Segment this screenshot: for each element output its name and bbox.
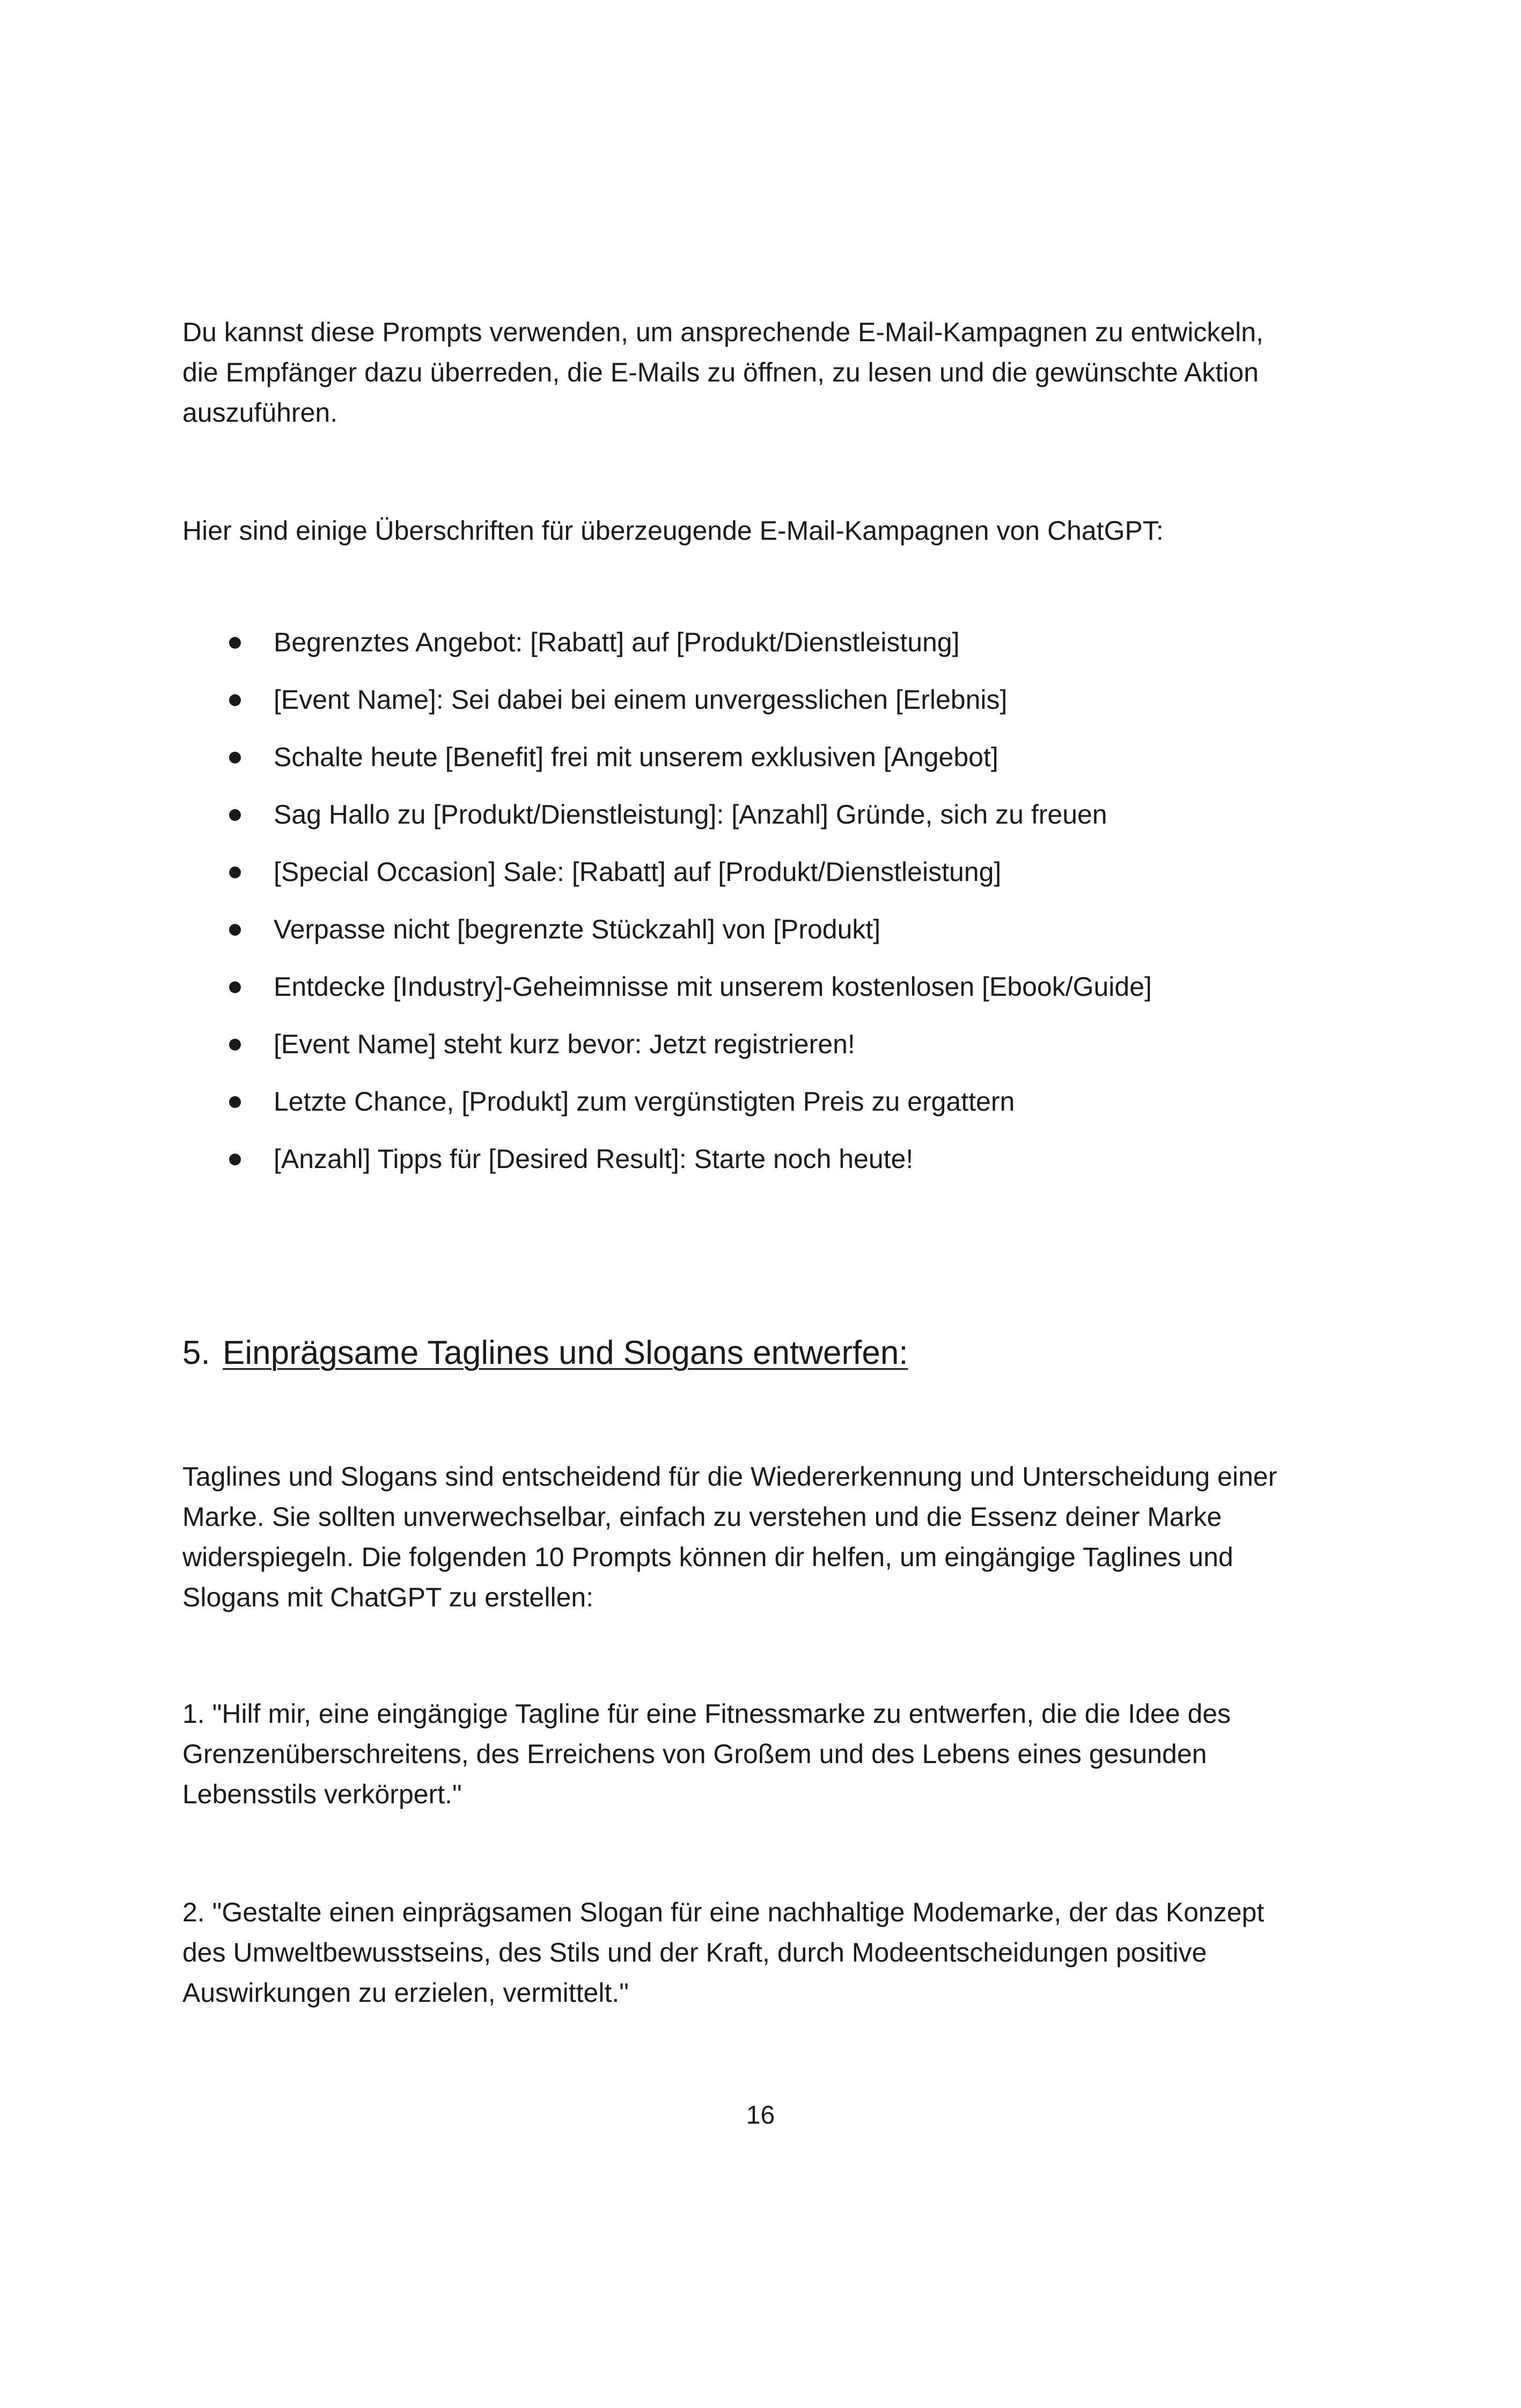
bullet-icon: [229, 1154, 241, 1165]
list-intro-text: [182, 511, 1341, 551]
list-item-text: [Event Name]: Sei dabei bei einem unvergesslichen [Erlebnis]: [274, 685, 1008, 715]
section-intro-line: Slogans mit ChatGPT zu erstellen:: [182, 1582, 594, 1612]
prompt-line: 1. "Hilf mir, eine eingängige Tagline für eine Fitnessmarke zu entwerfen, die die Idee des: [182, 1699, 1231, 1729]
prompt-line: Lebensstils verkörpert.": [182, 1779, 462, 1809]
bullet-icon: [229, 752, 241, 763]
prompt-paragraph-2: [182, 1892, 1341, 2013]
intro-line: auszuführen.: [182, 398, 338, 428]
prompt-line: Auswirkungen zu erzielen, vermittelt.": [182, 1978, 629, 2008]
prompt-line: 2. "Gestalte einen einprägsamen Slogan für eine nachhaltige Modemarke, der das Konzept: [182, 1897, 1265, 1927]
list-intro-line: Hier sind einige Überschriften für überzeugende E-Mail-Kampagnen von ChatGPT:: [182, 516, 1164, 546]
bullet-icon: [229, 981, 241, 993]
headline-list: [182, 622, 1341, 1196]
list-item-text: Verpasse nicht [begrenzte Stückzahl] von [Produkt]: [274, 914, 881, 944]
list-item-text: [Special Occasion] Sale: [Rabatt] auf [Produkt/Dienstleistung]: [274, 857, 1002, 887]
section-number: 5.: [182, 1334, 210, 1371]
prompt-paragraph-1: [182, 1694, 1341, 1815]
section-heading: [182, 1332, 908, 1375]
bullet-icon: [229, 694, 241, 706]
list-item-text: Schalte heute [Benefit] frei mit unserem exklusiven [Angebot]: [274, 742, 998, 772]
list-item: [182, 1082, 1341, 1139]
bullet-icon: [229, 809, 241, 821]
section-title: Einprägsame Taglines und Slogans entwerfen:: [223, 1334, 908, 1371]
bullet-icon: [229, 924, 241, 936]
list-item-text: Entdecke [Industry]-Geheimnisse mit unserem kostenlosen [Ebook/Guide]: [274, 972, 1152, 1002]
list-item: [182, 795, 1341, 852]
list-item: [182, 1139, 1341, 1196]
list-item-text: [Event Name] steht kurz bevor: Jetzt registrieren!: [274, 1029, 855, 1059]
list-item: [182, 1024, 1341, 1082]
section-intro-line: Taglines und Slogans sind entscheidend für die Wiedererkennung und Unterscheidung einer: [182, 1462, 1277, 1492]
list-item-text: Begrenztes Angebot: [Rabatt] auf [Produkt/Dienstleistung]: [274, 627, 960, 657]
intro-line: die Empfänger dazu überreden, die E-Mails zu öffnen, zu lesen und die gewünschte Aktion: [182, 357, 1259, 387]
section-intro-line: Marke. Sie sollten unverwechselbar, einfach zu verstehen und die Essenz deiner Marke: [182, 1502, 1222, 1532]
list-item-text: Sag Hallo zu [Produkt/Dienstleistung]: [Anzahl] Gründe, sich zu freuen: [274, 799, 1107, 829]
intro-paragraph: [182, 312, 1341, 433]
list-item: [182, 622, 1341, 680]
prompt-line: des Umweltbewusstseins, des Stils und der Kraft, durch Modeentscheidungen positive: [182, 1937, 1207, 1967]
section-intro-paragraph: [182, 1457, 1341, 1618]
bullet-icon: [229, 1039, 241, 1051]
list-item: [182, 852, 1341, 909]
bullet-icon: [229, 867, 241, 878]
bullet-icon: [229, 637, 241, 649]
section-intro-line: widerspiegeln. Die folgenden 10 Prompts können dir helfen, um eingängige Taglines und: [182, 1542, 1233, 1572]
bullet-icon: [229, 1096, 241, 1108]
prompt-line: Grenzenüberschreitens, des Erreichens von Großem und des Lebens eines gesunden: [182, 1739, 1207, 1769]
list-item-text: Letzte Chance, [Produkt] zum vergünstigten Preis zu ergattern: [274, 1086, 1015, 1117]
list-item: [182, 909, 1341, 967]
page-number: 16: [746, 2101, 775, 2130]
list-item-text: [Anzahl] Tipps für [Desired Result]: Starte noch heute!: [274, 1144, 914, 1174]
list-item: [182, 737, 1341, 795]
intro-line: Du kannst diese Prompts verwenden, um ansprechende E-Mail-Kampagnen zu entwickeln,: [182, 317, 1263, 347]
list-item: [182, 967, 1341, 1024]
list-item: [182, 680, 1341, 737]
